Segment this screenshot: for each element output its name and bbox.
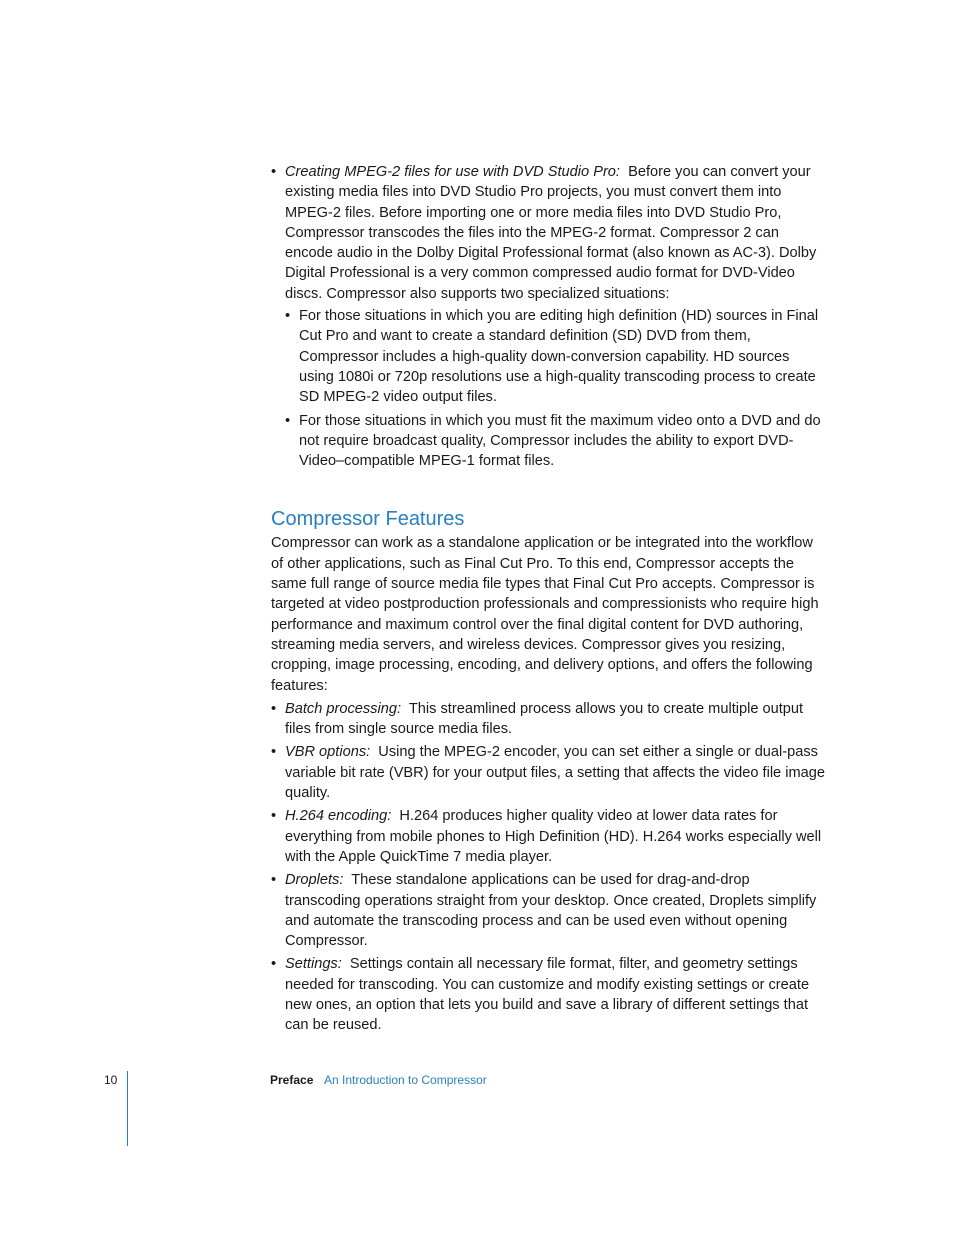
- feature-term: Batch processing:: [285, 700, 402, 717]
- list-item: • For those situations in which you must fit the maximum video onto a DVD and do not require broadcast quality, Compressor includes the ability to export DVD-Video–compatible MPEG-1 format files.: [285, 411, 827, 472]
- list-item: [271, 806, 827, 867]
- footer-chapter-title: An Introduction to Compressor: [324, 1073, 487, 1087]
- feature-text: Using the MPEG-2 encoder, you can set either a single or dual-pass variable bit rate (VBR) for your output files, a setting that affects the video file image quality.: [285, 744, 825, 802]
- feature-term: VBR options:: [285, 744, 371, 761]
- list-item: [271, 870, 827, 951]
- list-item: [271, 162, 827, 471]
- feature-text: These standalone applications can be used for drag-and-drop transcoding operations straight from your desktop. Once created, Droplets simplify and automate the transcoding process and can be used even without opening Compressor.: [285, 872, 817, 950]
- list-item: [271, 954, 827, 1035]
- feature-term: Droplets:: [285, 872, 344, 889]
- sub-bullet-list: [285, 306, 827, 471]
- section-paragraph: Compressor can work as a standalone application or be integrated into the workflow of other applications, such as Final Cut Pro. To this end, Compressor accepts the same full range of source media file types that Final Cut Pro accepts. Compressor is targeted at video postproduction professionals and compressionists who require high performance and maximum control over the final digital content for DVD authoring, streaming media servers, and wireless devices. Compressor gives you resizing, cropping, image processing, encoding, and delivery options, and offers the following features:: [271, 535, 819, 694]
- list-item: [271, 742, 827, 803]
- footer-divider: [127, 1071, 128, 1146]
- feature-term: Settings:: [285, 956, 342, 973]
- feature-text: H.264 produces higher quality video at lower data rates for everything from mobile phones to High Definition (HD). H.264 works especially well with the Apple QuickTime 7 media player.: [285, 808, 822, 865]
- feature-text: This streamlined process allows you to create multiple output files from single source media files.: [285, 700, 804, 738]
- list-item: • For those situations in which you are editing high definition (HD) sources in Final Cut Pro and want to create a standard definition (SD) DVD from them, Compressor includes a high-quality down-conversion capability. HD sources using 1080i or 720p resolutions use a high-quality transcoding process to create SD MPEG-2 video output files.: [285, 306, 827, 407]
- feature-list: [271, 699, 827, 1036]
- bullet-text: Before you can convert your existing media files into DVD Studio Pro projects, you must convert them into MPEG-2 files. Before importing one or more media files into DVD Studio Pro, Compressor transcodes the files into the MPEG-2 format. Compressor 2 can encode audio in the Dolby Digital Professional format (also known as AC-3). Dolby Digital Professional is a very common compressed audio format for DVD-Video discs. Compressor also supports two specialized situations:: [285, 164, 817, 302]
- section-heading: Compressor Features: [271, 508, 465, 531]
- page-number: 10: [104, 1073, 118, 1087]
- bullet-term: Creating MPEG-2 files for use with DVD Studio Pro:: [285, 164, 620, 180]
- feature-term: H.264 encoding:: [285, 808, 392, 825]
- list-item: [271, 699, 827, 740]
- footer-section-label: Preface: [270, 1073, 314, 1087]
- page-content: [271, 162, 827, 1039]
- intro-bullet-list: [271, 162, 827, 471]
- feature-text: Settings contain all necessary file format, filter, and geometry settings needed for transcoding. You can customize and modify existing settings or create new ones, an option that lets you build and save a library of different settings that can be reused.: [285, 956, 810, 1034]
